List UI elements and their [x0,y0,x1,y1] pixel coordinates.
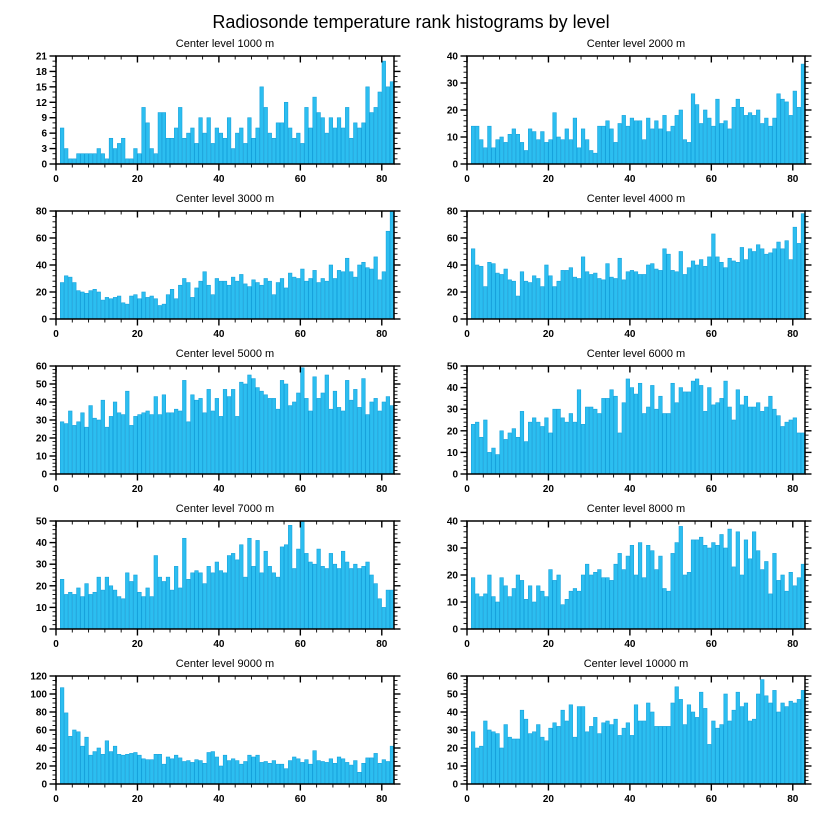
svg-text:80: 80 [376,329,388,340]
histogram-plot-7000m [0,517,411,657]
svg-text:60: 60 [294,174,306,185]
svg-text:60: 60 [294,639,306,650]
svg-text:20: 20 [131,174,144,185]
svg-text:60: 60 [35,233,47,245]
histogram-plot-4000m [411,207,822,347]
svg-text:0: 0 [464,329,470,340]
histogram-plot-3000m [0,207,411,347]
svg-text:0: 0 [53,484,59,495]
svg-text:20: 20 [131,639,144,650]
svg-text:40: 40 [446,260,458,272]
svg-text:60: 60 [446,672,458,683]
svg-text:3: 3 [41,144,47,156]
svg-text:0: 0 [452,469,458,481]
svg-text:20: 20 [446,743,458,755]
svg-text:18: 18 [35,66,47,78]
histogram-panel-7000m [0,502,411,657]
svg-text:0: 0 [41,624,47,636]
svg-text:0: 0 [41,469,47,481]
svg-text:20: 20 [446,105,458,117]
svg-text:9: 9 [41,113,47,125]
svg-text:20: 20 [542,794,555,805]
svg-text:60: 60 [705,639,717,650]
svg-text:0: 0 [53,174,59,185]
svg-text:20: 20 [35,761,47,773]
svg-text:40: 40 [446,707,458,719]
histogram-panel-9000m [0,657,411,812]
svg-text:40: 40 [35,743,47,755]
svg-text:50: 50 [35,517,47,528]
svg-text:40: 40 [213,639,225,650]
svg-text:0: 0 [41,159,47,171]
svg-text:80: 80 [35,707,47,719]
svg-text:20: 20 [35,581,47,593]
svg-text:50: 50 [446,362,458,373]
svg-text:60: 60 [35,362,47,373]
histogram-panel-2000m [411,37,822,192]
svg-text:40: 40 [213,329,225,340]
svg-text:0: 0 [452,624,458,636]
svg-text:0: 0 [464,794,470,805]
panel-title: Center level 7000 m [175,503,275,515]
svg-text:12: 12 [35,97,47,109]
histogram-panel-6000m [411,347,822,502]
svg-text:30: 30 [35,559,47,571]
svg-text:6: 6 [41,128,47,140]
svg-text:40: 40 [624,174,636,185]
panel-title: Center level 4000 m [586,193,686,205]
svg-text:80: 80 [376,794,388,805]
svg-text:15: 15 [35,82,47,94]
svg-text:40: 40 [446,383,458,395]
svg-text:60: 60 [294,484,306,495]
svg-text:60: 60 [446,233,458,245]
svg-text:60: 60 [705,484,717,495]
svg-text:20: 20 [35,287,47,299]
svg-text:10: 10 [446,447,458,459]
svg-text:20: 20 [446,570,458,582]
svg-text:40: 40 [35,260,47,272]
svg-text:40: 40 [624,639,636,650]
svg-text:0: 0 [53,639,59,650]
svg-text:0: 0 [41,779,47,791]
svg-text:0: 0 [464,484,470,495]
svg-text:80: 80 [376,639,388,650]
svg-text:80: 80 [35,207,47,218]
panel-title: Center level 2000 m [586,38,686,50]
svg-text:60: 60 [294,329,306,340]
svg-text:21: 21 [35,52,47,63]
svg-text:20: 20 [446,287,458,299]
svg-text:40: 40 [446,52,458,63]
svg-text:0: 0 [53,794,59,805]
histogram-panel-1000m [0,37,411,192]
svg-text:10: 10 [35,451,47,463]
svg-text:10: 10 [35,602,47,614]
svg-text:60: 60 [294,794,306,805]
svg-text:20: 20 [542,174,555,185]
svg-text:40: 40 [213,794,225,805]
histogram-plot-9000m [0,672,411,812]
panel-title: Center level 10000 m [583,658,689,670]
histogram-panel-5000m [0,347,411,502]
svg-text:10: 10 [446,761,458,773]
svg-text:20: 20 [542,329,555,340]
svg-text:40: 40 [446,517,458,528]
svg-text:60: 60 [705,174,717,185]
svg-text:0: 0 [41,314,47,326]
histogram-plot-1000m [0,52,411,192]
svg-text:80: 80 [376,484,388,495]
histogram-panel-10000m [411,657,822,812]
svg-text:50: 50 [446,689,458,701]
svg-text:40: 40 [213,484,225,495]
svg-text:0: 0 [464,174,470,185]
svg-text:120: 120 [30,672,47,683]
histogram-panel-4000m [411,192,822,347]
svg-text:20: 20 [131,484,144,495]
svg-text:30: 30 [35,415,47,427]
svg-text:20: 20 [131,794,144,805]
histogram-grid [0,37,822,812]
panel-title: Center level 8000 m [586,503,686,515]
svg-text:20: 20 [35,433,47,445]
panel-title: Center level 1000 m [175,38,275,50]
svg-text:0: 0 [452,779,458,791]
svg-text:0: 0 [464,639,470,650]
histogram-plot-2000m [411,52,822,192]
svg-text:10: 10 [446,597,458,609]
svg-text:50: 50 [35,379,47,391]
panel-title: Center level 5000 m [175,348,275,360]
svg-text:80: 80 [446,207,458,218]
svg-text:30: 30 [446,404,458,416]
histogram-plot-8000m [411,517,822,657]
svg-text:20: 20 [446,426,458,438]
panel-title: Center level 9000 m [175,658,275,670]
svg-text:30: 30 [446,543,458,555]
svg-text:0: 0 [452,314,458,326]
histogram-panel-8000m [411,502,822,657]
histogram-plot-6000m [411,362,822,502]
svg-text:80: 80 [787,329,799,340]
svg-text:30: 30 [446,78,458,90]
svg-text:0: 0 [452,159,458,171]
histogram-panel-3000m [0,192,411,347]
svg-text:40: 40 [35,538,47,550]
panel-title: Center level 6000 m [586,348,686,360]
svg-text:80: 80 [787,484,799,495]
svg-text:20: 20 [131,329,144,340]
histogram-plot-5000m [0,362,411,502]
svg-text:10: 10 [446,132,458,144]
svg-text:40: 40 [624,329,636,340]
svg-text:40: 40 [35,397,47,409]
svg-text:20: 20 [542,484,555,495]
svg-text:100: 100 [30,689,47,701]
svg-text:80: 80 [787,174,799,185]
svg-text:60: 60 [705,329,717,340]
svg-text:40: 40 [213,174,225,185]
histogram-plot-10000m [411,672,822,812]
svg-text:40: 40 [624,794,636,805]
svg-text:30: 30 [446,725,458,737]
panel-title: Center level 3000 m [175,193,275,205]
svg-text:20: 20 [542,639,555,650]
svg-text:40: 40 [624,484,636,495]
svg-text:80: 80 [787,639,799,650]
svg-text:60: 60 [705,794,717,805]
svg-text:60: 60 [35,725,47,737]
svg-text:80: 80 [787,794,799,805]
svg-text:80: 80 [376,174,388,185]
svg-text:0: 0 [53,329,59,340]
page-title: Radiosonde temperature rank histograms by level [212,12,610,32]
